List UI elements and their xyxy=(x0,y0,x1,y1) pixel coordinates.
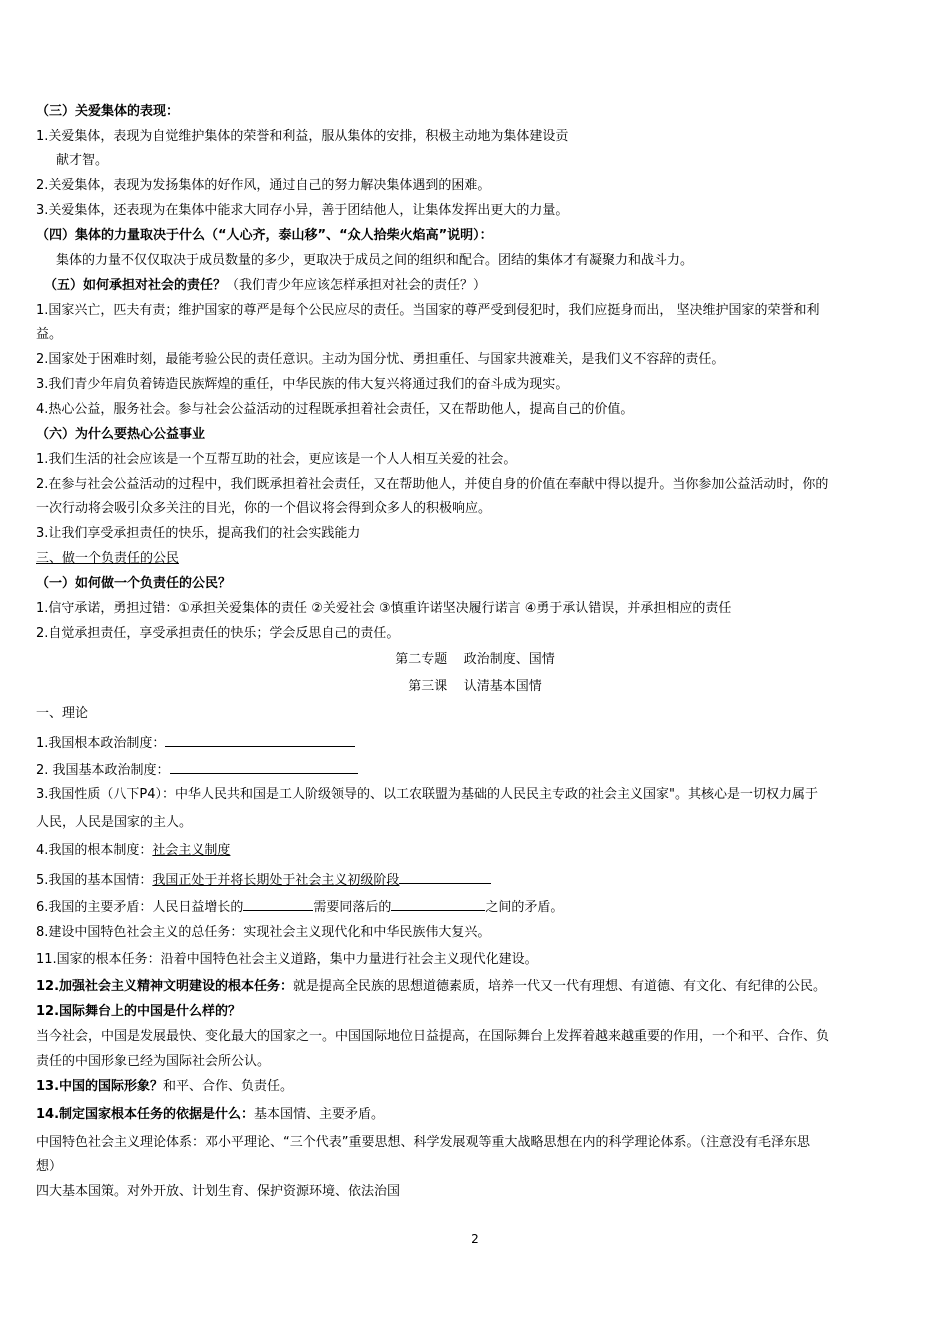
paragraph-line: 2.自觉承担责任，享受承担责任的快乐；学会反思自己的责任。 xyxy=(36,626,400,641)
fill-in-line xyxy=(36,896,916,917)
question-text: 5.我国的基本国情： xyxy=(36,873,153,888)
hyperlink-text[interactable]: 三、做一个负责任的公民 xyxy=(36,551,180,566)
paragraph-line: 2.关爱集体，表现为发扬集体的好作风，通过自己的努力解决集体遇到的困难。 xyxy=(36,178,491,193)
section-heading-collective-power: （四）集体的力量取决于什么（“人心齐，泰山移”、“众人拾柴火焰高”说明）： xyxy=(36,228,493,243)
answer-blank xyxy=(391,896,485,911)
answer-text: 就是提高全民族的思想道德素质，培养一代又一代有理想、有道德、有文化、有纪律的公民。 xyxy=(293,979,827,994)
paragraph-line: 想） xyxy=(36,1159,63,1174)
paragraph-line: 集体的力量不仅仅取决于成员数量的多少，更取决于成员之间的组织和配合。团结的集体才有凝聚力和战斗力。 xyxy=(56,253,694,268)
question-text: 1.我国根本政治制度： xyxy=(36,736,166,751)
bold-question: 12.加强社会主义精神文明建设的根本任务： xyxy=(36,979,294,994)
paragraph-line: 3.我们青少年肩负着铸造民族辉煌的重任，中华民族的伟大复兴将通过我们的奋斗成为现实。 xyxy=(36,377,569,392)
section-heading-how-responsible: （一）如何做一个负责任的公民？ xyxy=(36,576,232,591)
paragraph-line: 4.热心公益，服务社会。参与社会公益活动的过程既承担着社会责任，又在帮助他人，提高自己的价值。 xyxy=(36,402,634,417)
underlined-answer: 社会主义制度 xyxy=(152,843,231,858)
paragraph-line: 益。 xyxy=(36,327,63,342)
section-heading-public-welfare: （六）为什么要热心公益事业 xyxy=(36,427,206,442)
answer-text: 基本国情、主要矛盾。 xyxy=(254,1107,385,1122)
answer-blank xyxy=(243,896,313,911)
paragraph-line: 1.我们生活的社会应该是一个互帮互助的社会，更应该是一个人人相互关爱的社会。 xyxy=(36,452,517,467)
subsection-theory: 一、理论 xyxy=(36,706,89,721)
paragraph-line: 责任的中国形象已经为国际社会所公认。 xyxy=(36,1054,271,1069)
paragraph-line: 1.关爱集体，表现为自觉维护集体的荣誉和利益，服从集体的安排，积极主动地为集体建设贡 xyxy=(36,129,569,144)
paragraph-line: 2.在参与社会公益活动的过程中，我们既承担着社会责任，又在帮助他人，并使自身的价值在奉献中得以提升。当你参加公益活动时，你的 xyxy=(36,477,829,492)
question-text: 4.我国的根本制度： xyxy=(36,843,153,858)
paragraph-line: 8.建设中国特色社会主义的总任务：实现社会主义现代化和中华民族伟大复兴。 xyxy=(36,925,491,940)
question-heading: 12.国际舞台上的中国是什么样的？ xyxy=(36,1004,242,1019)
paragraph-line xyxy=(36,1078,916,1096)
section-heading-care-collective: （三）关爱集体的表现： xyxy=(36,104,180,119)
question-text: 2. 我国基本政治制度： xyxy=(36,763,170,778)
page-number: 2 xyxy=(471,1232,479,1246)
bold-question: 13.中国的国际形象？ xyxy=(36,1079,164,1094)
question-text: 需要同落后的 xyxy=(313,900,392,915)
paragraph-line xyxy=(36,978,916,996)
question-text: 之间的矛盾。 xyxy=(485,900,564,915)
heading-bold-part: （五）如何承担对社会的责任？ xyxy=(44,278,227,293)
paragraph-line: 中国特色社会主义理论体系：邓小平理论、“三个代表”重要思想、科学发展观等重大战略思想在内的科学理论体系。（注意没有毛泽东思 xyxy=(36,1135,810,1150)
paragraph-line: 3.关爱集体，还表现为在集体中能求大同存小异，善于团结他人，让集体发挥出更大的力量。 xyxy=(36,203,569,218)
answer-blank xyxy=(165,732,355,747)
paragraph-line: 3.我国性质（八下P4）：中华人民共和国是工人阶级领导的、以工农联盟为基础的人民民主专政的社会主义国家"。其核心是一切权力属于 xyxy=(36,787,818,802)
underlined-answer: 我国正处于并将长期处于社会主义初级阶段 xyxy=(152,873,400,888)
heading-note: （我们青少年应该怎样承担对社会的责任？） xyxy=(226,278,487,293)
paragraph-line: 人民，人民是国家的主人。 xyxy=(36,815,193,830)
answer-blank xyxy=(399,869,491,884)
question-text: 6.我国的主要矛盾：人民日益增长的 xyxy=(36,900,244,915)
paragraph-line: 一次行动将会吸引众多关注的目光，你的一个倡议将会得到众多人的积极响应。 xyxy=(36,501,492,516)
paragraph-line: 1.国家兴亡，匹夫有责；维护国家的尊严是每个公民应尽的责任。当国家的尊严受到侵犯时，我们应挺身而出， 坚决维护国家的荣誉和利 xyxy=(36,303,820,318)
fill-in-line xyxy=(36,869,916,890)
fill-in-line xyxy=(36,759,916,780)
lesson-title: 第三课 认清基本国情 xyxy=(408,679,542,694)
paragraph-line: 2.国家处于困难时刻，最能考验公民的责任意识。主动为国分忧、勇担重任、与国家共渡难关，是我们义不容辞的责任。 xyxy=(36,352,725,367)
section-link-responsible-citizen[interactable] xyxy=(36,550,916,568)
answer-blank xyxy=(170,759,358,774)
paragraph-line xyxy=(36,1106,916,1124)
paragraph-line: 献才智。 xyxy=(56,153,109,168)
paragraph-line: 当今社会，中国是发展最快、变化最大的国家之一。中国国际地位日益提高，在国际舞台上发挥着越来越重要的作用，一个和平、合作、负 xyxy=(36,1029,830,1044)
fill-in-line xyxy=(36,732,916,753)
answer-text: 和平、合作、负责任。 xyxy=(163,1079,294,1094)
section-heading-social-responsibility xyxy=(44,277,924,295)
paragraph-line: 3.让我们享受承担责任的快乐，提高我们的社会实践能力 xyxy=(36,526,361,541)
paragraph-line: 1.信守承诺，勇担过错：①承担关爱集体的责任 ②关爱社会 ③慎重许诺坚决履行诺言 ④勇于承认错误，并承担相应的责任 xyxy=(36,601,732,616)
fill-in-line xyxy=(36,842,916,860)
paragraph-line: 11.国家的根本任务：沿着中国特色社会主义道路，集中力量进行社会主义现代化建设。 xyxy=(36,952,538,967)
topic-title: 第二专题 政治制度、国情 xyxy=(395,652,555,667)
paragraph-line: 四大基本国策。对外开放、计划生育、保护资源环境、依法治国 xyxy=(36,1184,401,1199)
bold-question: 14.制定国家根本任务的依据是什么： xyxy=(36,1107,255,1122)
